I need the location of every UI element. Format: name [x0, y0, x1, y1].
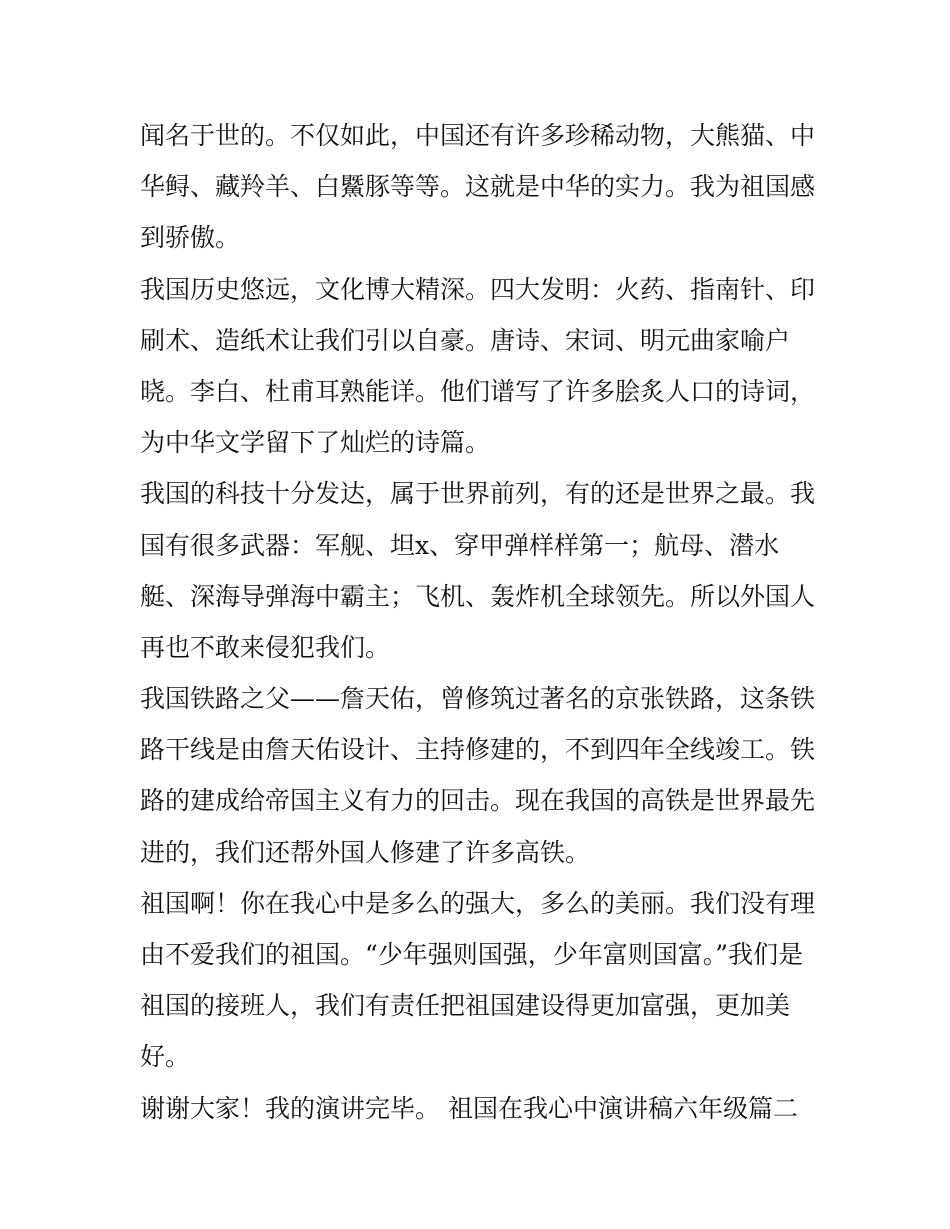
document-body — [140, 110, 820, 1134]
text-line: 艇、深海导弹海中霸主；飞机、轰炸机全球领先。所以外国人 — [140, 581, 816, 611]
text-line: 国有很多武器：军舰、坦x、穿甲弹样样第一；航母、潜水 — [140, 530, 780, 560]
text-line: 为中华文学留下了灿烂的诗篇。 — [140, 428, 491, 458]
text-line: 晓。李白、杜甫耳熟能详。他们谱写了许多脍炙人口的诗词， — [140, 376, 816, 406]
text-line: 我国历史悠远，文化博大精深。四大发明：火药、指南针、印 — [140, 274, 816, 304]
text-line: 路的建成给帝国主义有力的回击。现在我国的高铁是世界最先 — [140, 786, 816, 816]
text-line: 刷术、造纸术让我们引以自豪。唐诗、宋词、明元曲家喻户 — [140, 325, 791, 355]
text-line: 路干线是由詹天佑设计、主持修建的，不到四年全线竣工。铁 — [140, 735, 816, 765]
text-line: 好。 — [140, 1042, 191, 1072]
text-line: 到骄傲。 — [140, 223, 241, 253]
text-line: 由不爱我们的祖国。“少年强则国强，少年富则国富。”我们是 — [140, 940, 804, 969]
text-line: 祖国的接班人，我们有责任把祖国建设得更加富强，更加美 — [140, 991, 791, 1021]
text-line: 我国的科技十分发达，属于世界前列，有的还是世界之最。我 — [140, 479, 816, 509]
text-line: 我国铁路之父——詹天佑，曾修筑过著名的京张铁路，这条铁 — [140, 684, 816, 714]
text-line: 再也不敢来侵犯我们。 — [140, 632, 391, 662]
text-line: 进的，我们还帮外国人修建了许多高铁。 — [140, 837, 591, 867]
text-line: 谢谢大家！我的演讲完毕。 祖国在我心中演讲稿六年级篇二 — [140, 1093, 798, 1123]
text-line: 闻名于世的。不仅如此，中国还有许多珍稀动物，大熊猫、中 — [140, 121, 816, 150]
text-line: 华鲟、藏羚羊、白鱀豚等等。这就是中华的实力。我为祖国感 — [140, 172, 816, 202]
text-line: 祖国啊！你在我心中是多么的强大，多么的美丽。我们没有理 — [140, 888, 816, 918]
